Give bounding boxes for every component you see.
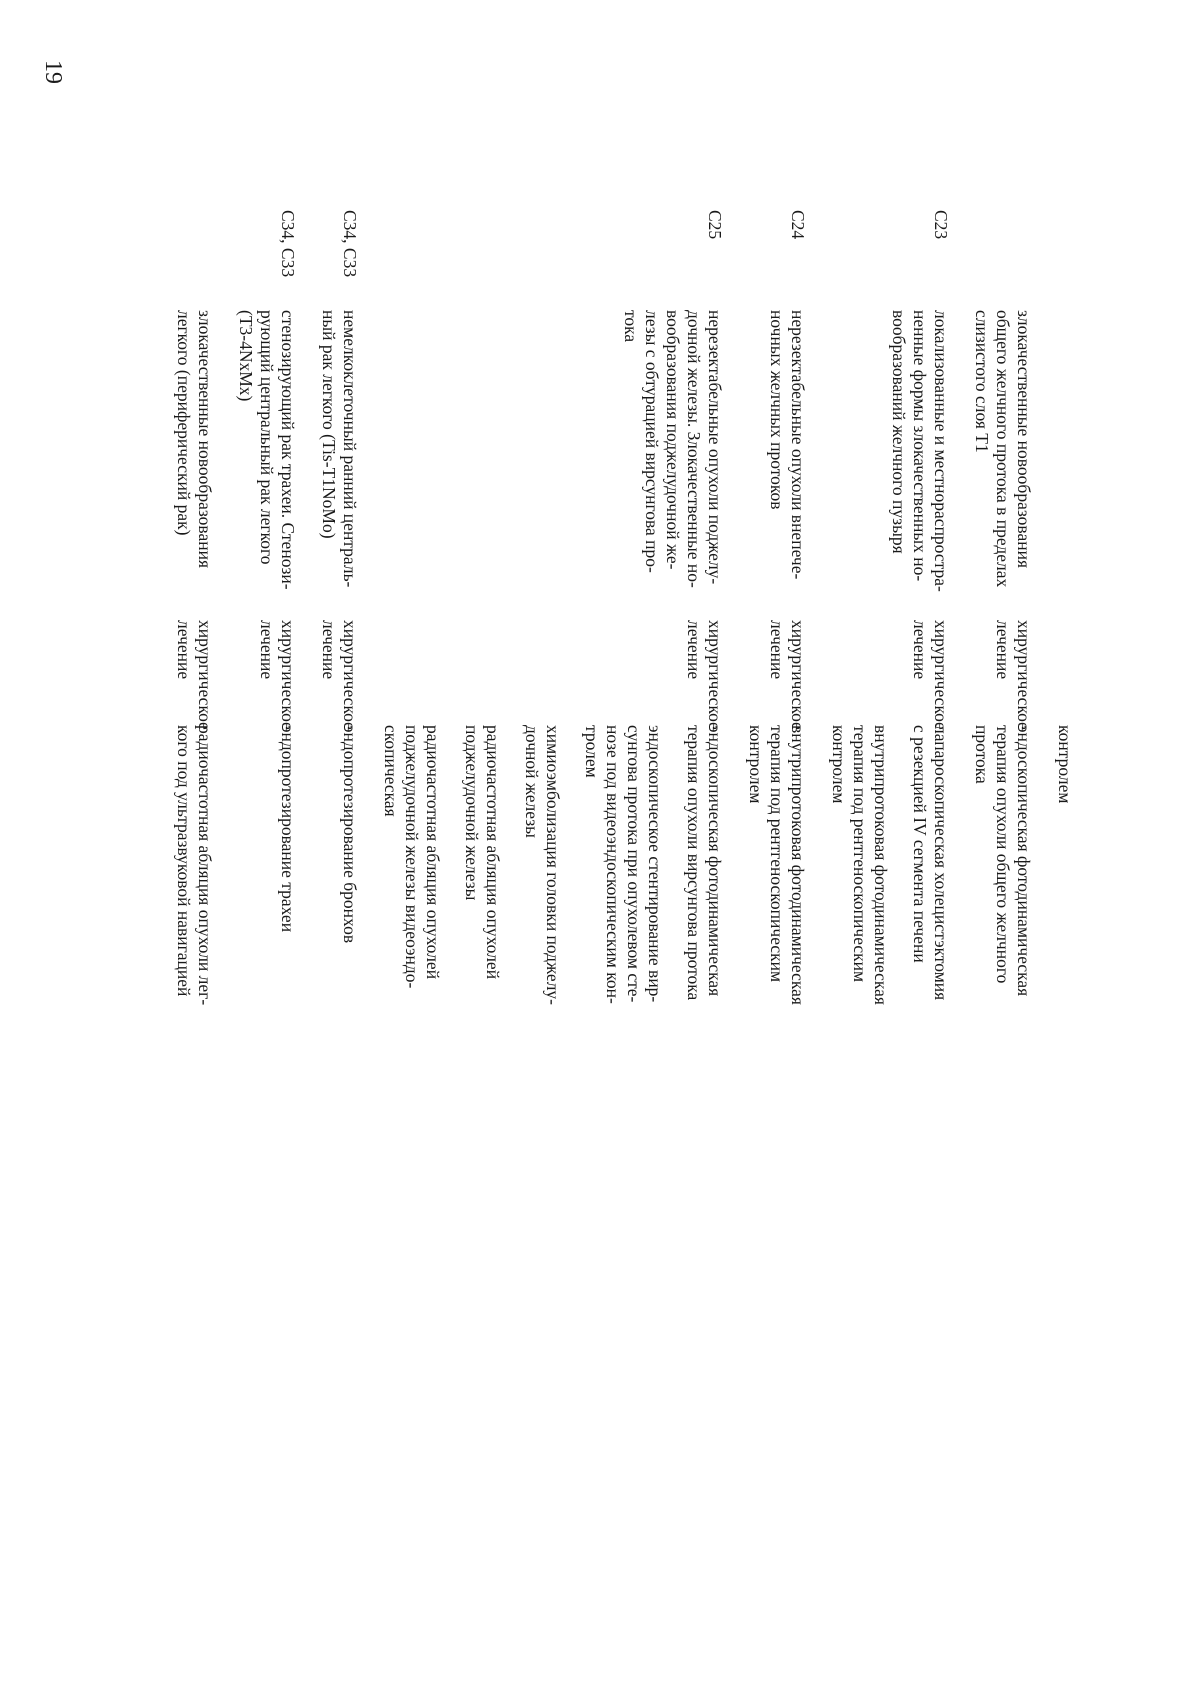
icd-code: C34, C33 [340, 210, 360, 278]
icd-code: C25 [705, 210, 725, 240]
icd-code: C34, C33 [278, 210, 298, 278]
diagnosis: злокачественные новообразования легкого (периферический рак) [174, 310, 215, 568]
table-row [173, 210, 215, 1590]
icd-code: C23 [931, 210, 951, 240]
treatment-method: химиоэмболизация головки поджелу- дочной железы [522, 725, 563, 1006]
table-row [828, 210, 951, 1590]
treatment-method: эндопротезирование трахеи [278, 725, 298, 933]
page-number: 19 [40, 60, 66, 84]
diagnosis: немелкоклеточный ранний централь- ный рак легкого (Tis-T1NoMo) [319, 310, 360, 588]
treatment-type: хирургическое лечение [684, 620, 725, 730]
treatment-method: внутрипротоковая фотодинамическая терапия под рентгеноскопическим контролем [746, 725, 808, 1005]
treatment-method: эндоскопическое стентирование вир- сунгова протока при опухолевом сте- нозе под видеоэндоскопическим кон- тролем [582, 725, 665, 1004]
icd-code: C24 [788, 210, 808, 240]
treatment-method: эндоскопическая фотодинамическая терапия опухоли вирсунгова протока [684, 725, 725, 1001]
table-row [971, 210, 1034, 1590]
treatment-method: радиочастотная абляция опухоли лег- кого под ультразвуковой навигацией [174, 725, 215, 1006]
diagnosis: злокачественные новообразования общего желчного протока в пределах слизистого слоя T1 [972, 310, 1034, 588]
medical-procedures-table [173, 210, 1075, 1590]
treatment-method: внутрипротоковая фотодинамическая терапия под рентгеноскопическим контролем [829, 725, 891, 1005]
treatment-type: хирургическое лечение [174, 620, 215, 730]
treatment-type: хирургическое лечение [257, 620, 298, 730]
treatment-method: радиочастотная абляция опухолей поджелудочной железы [462, 725, 503, 980]
treatment-type: хирургическое лечение [767, 620, 808, 730]
rotated-table-container [115, 210, 1075, 1590]
treatment-method: лапароскопическая холецистэктомия с резекцией IV сегмента печени [910, 725, 951, 1001]
treatment-method: эндопротезирование бронхов [340, 725, 360, 944]
table-row [380, 210, 725, 1590]
table-row [235, 210, 298, 1590]
diagnosis: нерезектабельные опухоли поджелу- дочной железы. Злокачественные но- вообразования поджелудочной же- лезы с обтурацией вирсунгова про- тока [621, 310, 725, 588]
treatment-type: хирургическое лечение [319, 620, 360, 730]
diagnosis: стенозирующий рак трахеи. Стенози- рующий центральный рак легкого (T3-4NxMx) [236, 310, 298, 590]
treatment-type: хирургическое лечение [910, 620, 951, 730]
header-continuation-row [1054, 210, 1075, 1590]
treatment-method: эндоскопическая фотодинамическая терапия опухоли общего желчного протока [972, 725, 1034, 997]
header-continuation-text: контролем [1055, 725, 1075, 804]
treatment-type: хирургическое лечение [993, 620, 1034, 730]
table-row [745, 210, 808, 1590]
diagnosis: нерезектабельные опухоли внепече- ночных желчных протоков [767, 310, 808, 580]
diagnosis: локализованные и местнораспростра- ненные формы злокачественных но- вообразований желчного пузыря [889, 310, 951, 592]
table-row [318, 210, 360, 1590]
treatment-method: радиочастотная абляция опухолей поджелудочной железы видеоэндо- скопическая [381, 725, 443, 989]
